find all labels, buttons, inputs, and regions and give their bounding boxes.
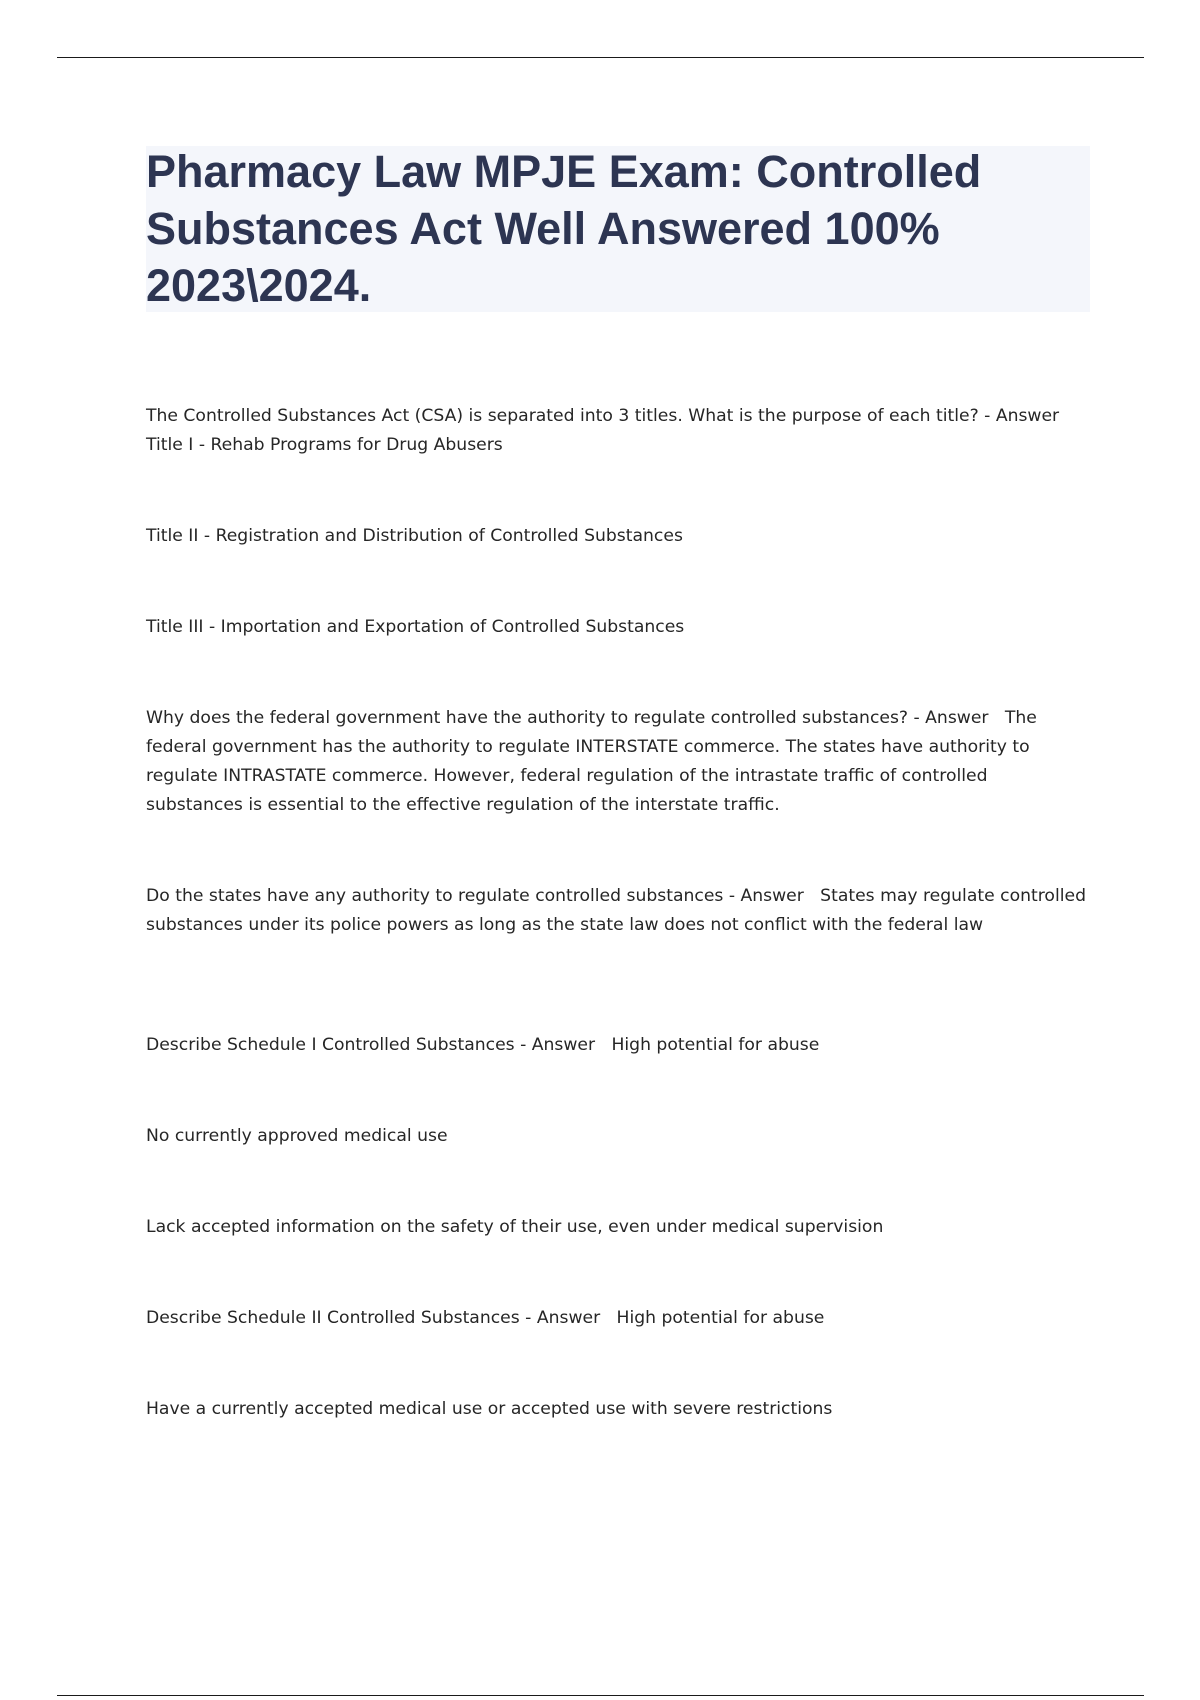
paragraph-schedule-ii: Describe Schedule II Controlled Substances - Answer High potential for abuse [146, 1308, 825, 1328]
paragraph-accepted-medical-use: Have a currently accepted medical use or accepted use with severe restrictions [146, 1399, 833, 1419]
paragraph-title-ii: Title II - Registration and Distribution of Controlled Substances [146, 526, 683, 546]
paragraph-no-medical-use: No currently approved medical use [146, 1126, 448, 1146]
title-block [146, 146, 1090, 312]
paragraph-schedule-i: Describe Schedule I Controlled Substances - Answer High potential for abuse [146, 1035, 820, 1055]
top-rule [57, 57, 1144, 58]
paragraph-state-authority: Do the states have any authority to regulate controlled substances - Answer States may regulate controlled substances under its police powers as long as the state law does not conflict with the federal law [146, 886, 1092, 935]
bottom-rule [57, 1695, 1144, 1696]
paragraph-federal-authority: Why does the federal government have the authority to regulate controlled substances? - Answer The federal government has the authority to regulate INTERSTATE commerce. The states have authority to regulate INTRASTATE commerce. However, federal regulation of the intrastate traffic of controlled substances is essential to the effective regulation of the interstate traffic. [146, 708, 1043, 815]
paragraph-csa-titles: The Controlled Substances Act (CSA) is separated into 3 titles. What is the purpose of each title? - Answer Title I - Rehab Programs for Drug Abusers [146, 406, 1076, 455]
paragraph-title-iii: Title III - Importation and Exportation of Controlled Substances [146, 617, 685, 637]
document-title: Pharmacy Law MPJE Exam: Controlled Substances Act Well Answered 100% 2023\2024. [146, 146, 982, 311]
paragraph-lack-safety-info: Lack accepted information on the safety of their use, even under medical supervision [146, 1217, 884, 1237]
